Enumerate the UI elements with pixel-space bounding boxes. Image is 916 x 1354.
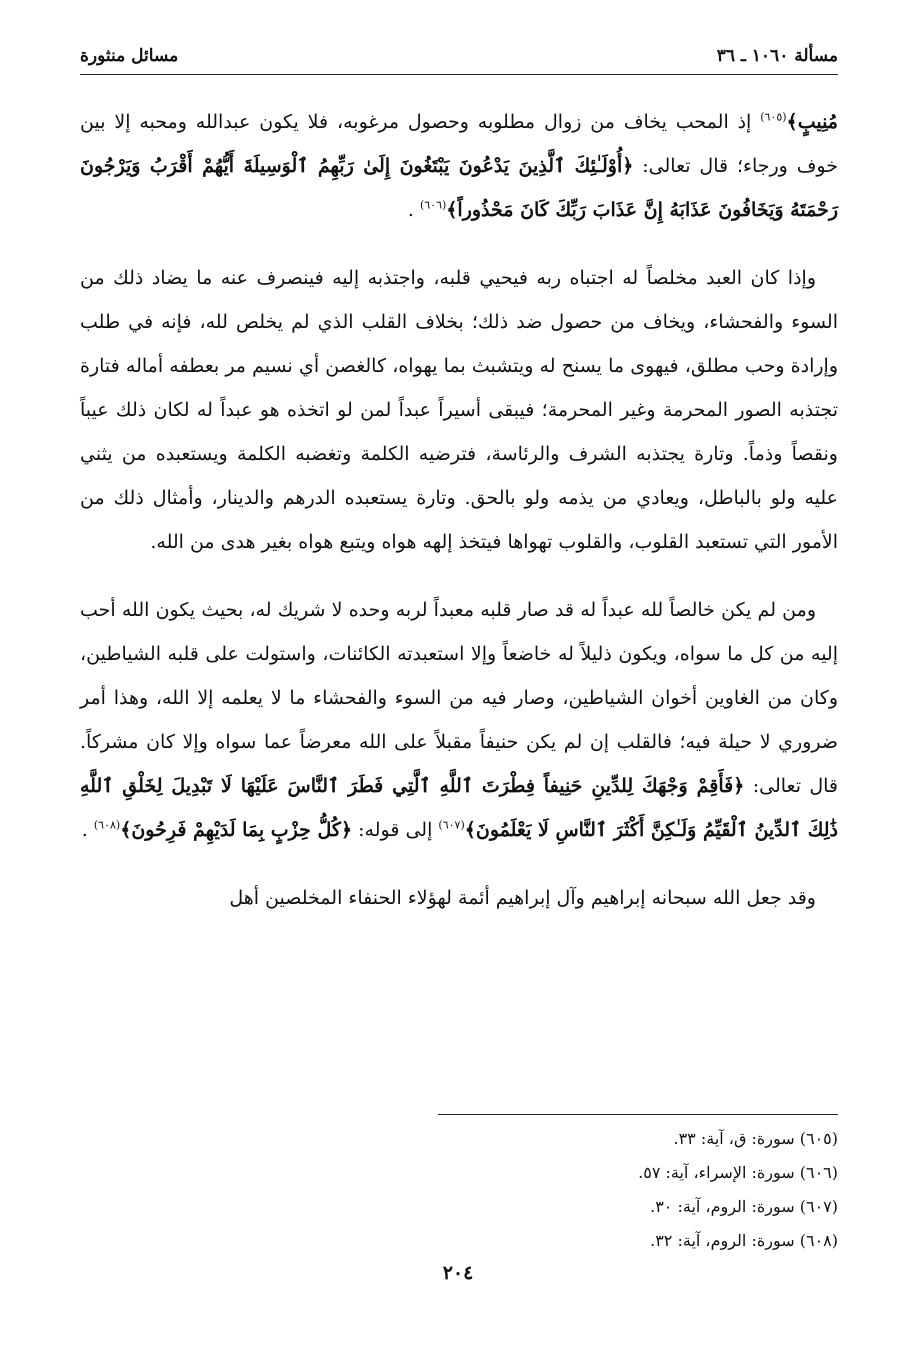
paragraph-4-text: وقد جعل الله سبحانه إبراهيم وآل إبراهيم أئمة لهؤلاء الحنفاء المخلصين أهل xyxy=(229,887,816,909)
footnote-ref-605[interactable]: (٦٠٥) xyxy=(760,110,787,124)
quran-open-bracket: ﴿ xyxy=(340,819,353,841)
chapter-title: مسألة ١٠٦٠ ـ ٣٦ xyxy=(716,46,838,66)
paragraph-4 xyxy=(80,876,838,920)
footnote-606: (٦٠٦) سورة: الإسراء، آية: ٥٧. xyxy=(638,1163,838,1182)
footnote-607: (٦٠٧) سورة: الروم، آية: ٣٠. xyxy=(650,1197,838,1216)
paragraph-1-text: إذ المحب يخاف من زوال مطلوبه وحصول مرغوبه، فلا يكون عبدالله ومحبه إلا بين خوف ورجاء؛ قال تعالى: xyxy=(80,111,838,177)
page-number: ٢٠٤ xyxy=(442,1262,474,1284)
quran-open-bracket: ﴿ xyxy=(733,775,745,797)
sentence-end: . xyxy=(407,199,420,221)
quran-verse-fragment: مُنِيبٍ xyxy=(797,111,838,133)
quran-verse-rum-32: كُلُّ حِزْبٍ بِمَا لَدَيْهِمْ فَرِحُونَ xyxy=(131,819,341,841)
quran-close-bracket: ﴾ xyxy=(464,819,476,841)
running-head xyxy=(80,38,838,74)
quran-open-bracket: ﴿ xyxy=(622,155,634,177)
footnote-ref-608[interactable]: (٦٠٨) xyxy=(93,818,121,832)
body-text xyxy=(80,100,838,920)
paragraph-2 xyxy=(80,256,838,564)
quran-close-bracket: ﴾ xyxy=(120,819,132,841)
paragraph-2-text: وإذا كان العبد مخلصاً له اجتباه ربه فيحيي قلبه، واجتذبه إليه فينصرف عنه ما يضاد ذلك من السوء والفحشاء، ويخاف من حصول ضد ذلك؛ بخلاف القلب الذي لم يخلص لله، فإنه في طلب وإرادة وحب مطلق، فيهوى ما يسنح له ويتشبث بما يهواه، كالغصن أي نسيم مر بعطفه أماله فتارة تجتذبه الصور المحرمة وغير المحرمة؛ فيبقى أسيراً عبداً لمن لو اتخذه هو عبداً له لكان ذلك عيباً ونقصاً وذماً. وتارة يجتذبه الشرف والرئاسة، فترضيه الكلمة وتغضبه الكلمة ويستعبده من يثني عليه ولو بالباطل، ويعادي من يذمه ولو بالحق. وتارة يستعبده الدرهم والدينار، وأمثال ذلك من الأمور التي تستعبد القلوب، والقلوب تهواها فيتخذ إلهه هواه ويتبع هواه بغير هدى من الله. xyxy=(80,267,838,553)
header-rule xyxy=(80,74,838,75)
book-section-title: مسائل منثورة xyxy=(80,46,179,66)
sentence-end: . xyxy=(81,819,94,841)
quran-close-bracket: ﴾ xyxy=(786,111,798,133)
paragraph-1 xyxy=(80,100,838,232)
footnote-rule xyxy=(438,1114,838,1115)
footnote-608: (٦٠٨) سورة: الروم، آية: ٣٢. xyxy=(650,1231,838,1250)
quran-verse-isra-57: أُوْلَـٰئِكَ ٱلَّذِينَ يَدْعُونَ يَبْتَغُونَ إِلَىٰ رَبِّهِمُ ٱلْوَسِيلَةَ أَيُّهُمْ أَقْرَبُ وَيَرْجُونَ رَحْمَتَهُ وَيَخَافُونَ عَذَابَهُ إِنَّ عَذَابَ رَبِّكَ كَانَ مَحْذُوراً xyxy=(80,155,838,221)
quran-close-bracket: ﴾ xyxy=(446,199,458,221)
quran-verse-rum-30: فَأَقِمْ وَجْهَكَ لِلدِّينِ حَنِيفاً فِطْرَتَ ٱللَّهِ ٱلَّتِي فَطَرَ ٱلنَّاسَ عَلَيْهَا لَا تَبْدِيلَ لِخَلْقِ ٱللَّهِ ذَٰلِكَ ٱلدِّينُ ٱلْقَيِّمُ وَلَـٰكِنَّ أَكْثَرَ ٱلنَّاسِ لَا يَعْلَمُونَ xyxy=(80,775,838,841)
footnotes xyxy=(418,1122,838,1258)
footnote-ref-606[interactable]: (٦٠٦) xyxy=(419,198,447,212)
paragraph-3-text: ومن لم يكن خالصاً لله عبداً له قد صار قلبه معبداً لربه وحده لا شريك له، بحيث يكون الله أحب إليه من كل ما سواه، ويكون ذليلاً له خاضعاً وإلا استعبدته الكائنات، واستولت على قلبه الشياطين، وكان من الغاوين أخوان الشياطين، وصار فيه من السوء والفحشاء ما لا يعلمه إلا الله، وهذا أمر ضروري لا حيلة فيه؛ فالقلب إن لم يكن حنيفاً مقبلاً على الله معرضاً عما سواه وإلا كان مشركاً. قال تعالى: xyxy=(80,599,839,797)
footnote-605: (٦٠٥) سورة: ق، آية: ٣٣. xyxy=(673,1129,838,1148)
paragraph-3 xyxy=(80,588,838,852)
paragraph-3-connector: إلى قوله: xyxy=(352,819,439,841)
footnote-ref-607[interactable]: (٦٠٧) xyxy=(438,818,465,832)
